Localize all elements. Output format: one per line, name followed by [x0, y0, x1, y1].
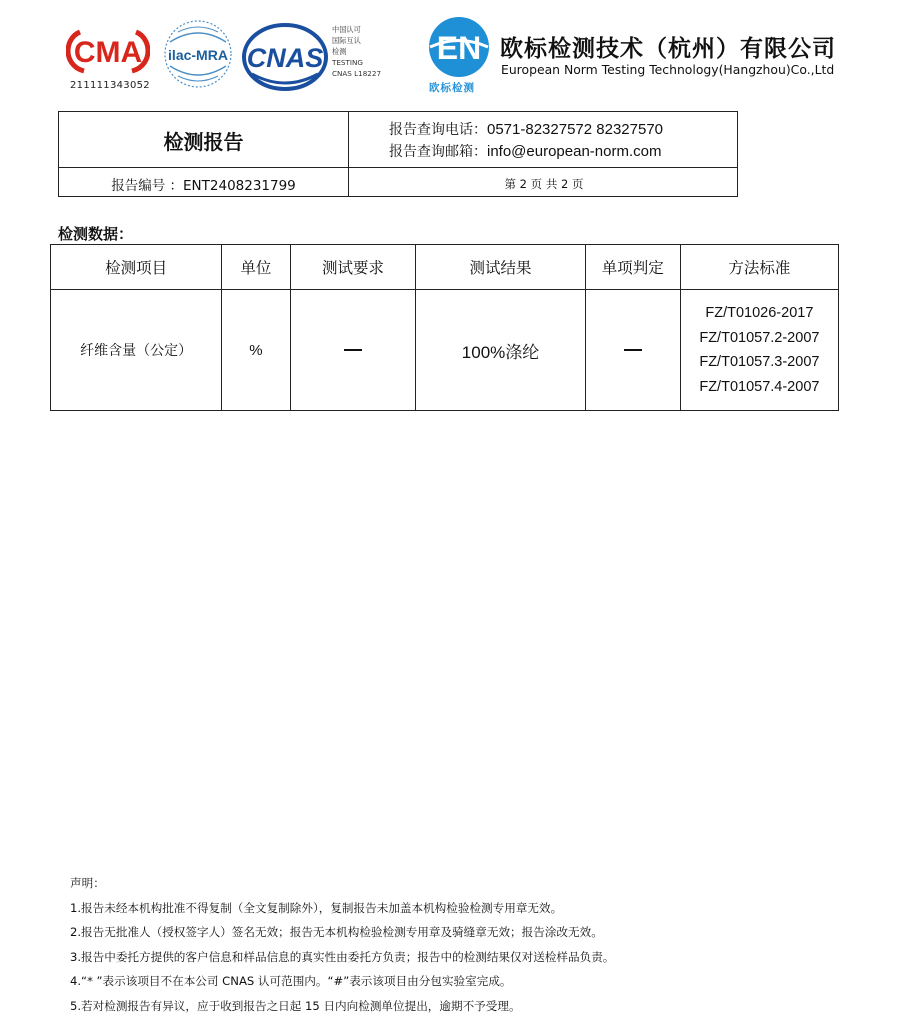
cma-logo — [66, 26, 150, 76]
statement-notes — [70, 871, 614, 1018]
ilac-mra-logo — [162, 18, 234, 90]
report-number: 报告编号 ：ENT2408231799 — [111, 178, 296, 194]
report-contact — [389, 119, 663, 163]
standard-line: FZ/T01057.2-2007 — [699, 329, 820, 346]
note-item: 2.报告无批准人（授权签字人）签名无效；报告无本机构检验检测专用章及骑缝章无效；报告涂改无效。 — [70, 925, 603, 939]
notes-title: 声明： — [70, 876, 105, 890]
cnas-mark-text: CNAS — [246, 43, 324, 73]
cell-judgement — [585, 290, 680, 411]
cnas-caption-line: 检测 — [332, 47, 347, 56]
cnas-caption-line: 中国认可 — [332, 25, 361, 34]
page-info: 第 2 页 共 2 页 — [504, 177, 584, 191]
cell-standard — [680, 290, 838, 411]
cnas-caption-line: 国际互认 — [332, 36, 361, 45]
col-header-item: 检测项目 — [51, 245, 222, 290]
standard-line: FZ/T01057.3-2007 — [699, 354, 820, 370]
company-logo — [428, 16, 490, 78]
note-item: 3.报告中委托方提供的客户信息和样品信息的真实性由委托方负责；报告中的检测结果仅对送检样品负责。 — [70, 949, 615, 964]
cnas-caption-line: CNAS L18227 — [332, 69, 382, 78]
cnas-caption-line: TESTING — [332, 58, 363, 67]
cma-number: 211111343052 — [70, 80, 150, 91]
table-header-row — [51, 245, 839, 290]
cell-item: 纤维含量（公定） — [51, 290, 222, 411]
col-header-unit: 单位 — [222, 245, 290, 290]
cnas-caption — [332, 24, 381, 79]
cell-result — [416, 290, 585, 411]
phone-label: 报告查询电话： — [389, 122, 487, 138]
ilac-mark-text: ilac-MRA — [168, 47, 228, 63]
unit-value: % — [249, 341, 263, 359]
requirement-dash — [344, 349, 362, 351]
table-row — [51, 290, 839, 411]
note-item: 5.若对检测报告有异议，应于收到报告之日起 15 日内向检测单位提出，逾期不予受理。 — [70, 998, 521, 1013]
result-value: 100%涤纶 — [461, 342, 540, 362]
judgement-dash — [624, 349, 642, 351]
cma-mark-text: CMA — [73, 36, 143, 69]
test-data-table — [50, 244, 839, 411]
company-name-cn: 欧标检测技术（杭州）有限公司 — [500, 36, 836, 62]
cell-unit — [222, 290, 290, 411]
col-header-requirement: 测试要求 — [290, 245, 416, 290]
col-header-result: 测试结果 — [416, 245, 585, 290]
report-title: 检测报告 — [163, 130, 244, 154]
section-title: 检测数据： — [58, 225, 134, 243]
report-header-box — [58, 111, 738, 197]
email-value: info@european-norm.com — [487, 143, 662, 160]
email-label: 报告查询邮箱： — [389, 144, 487, 160]
note-item: 4.“* ”表示该项目不在本公司 CNAS 认可范围内。“#”表示该项目由分包实验室完成。 — [70, 974, 512, 988]
company-logo-subtitle: 欧标检测 — [429, 82, 475, 94]
company-name-en: European Norm Testing Technology(Hangzhou)Co.,Ltd — [501, 62, 835, 77]
standard-line: FZ/T01057.4-2007 — [699, 378, 820, 395]
cell-requirement — [290, 290, 416, 411]
cnas-logo — [242, 22, 328, 92]
col-header-judgement: 单项判定 — [585, 245, 680, 290]
col-header-standard: 方法标准 — [680, 245, 838, 290]
phone-value: 0571-82327572 82327570 — [487, 121, 664, 138]
note-item: 1.报告未经本机构批准不得复制（全文复制除外），复制报告未加盖本机构检验检测专用章无效。 — [70, 900, 563, 915]
standard-line: FZ/T01026-2017 — [705, 305, 814, 321]
company-logo-mark: EN — [436, 30, 482, 66]
